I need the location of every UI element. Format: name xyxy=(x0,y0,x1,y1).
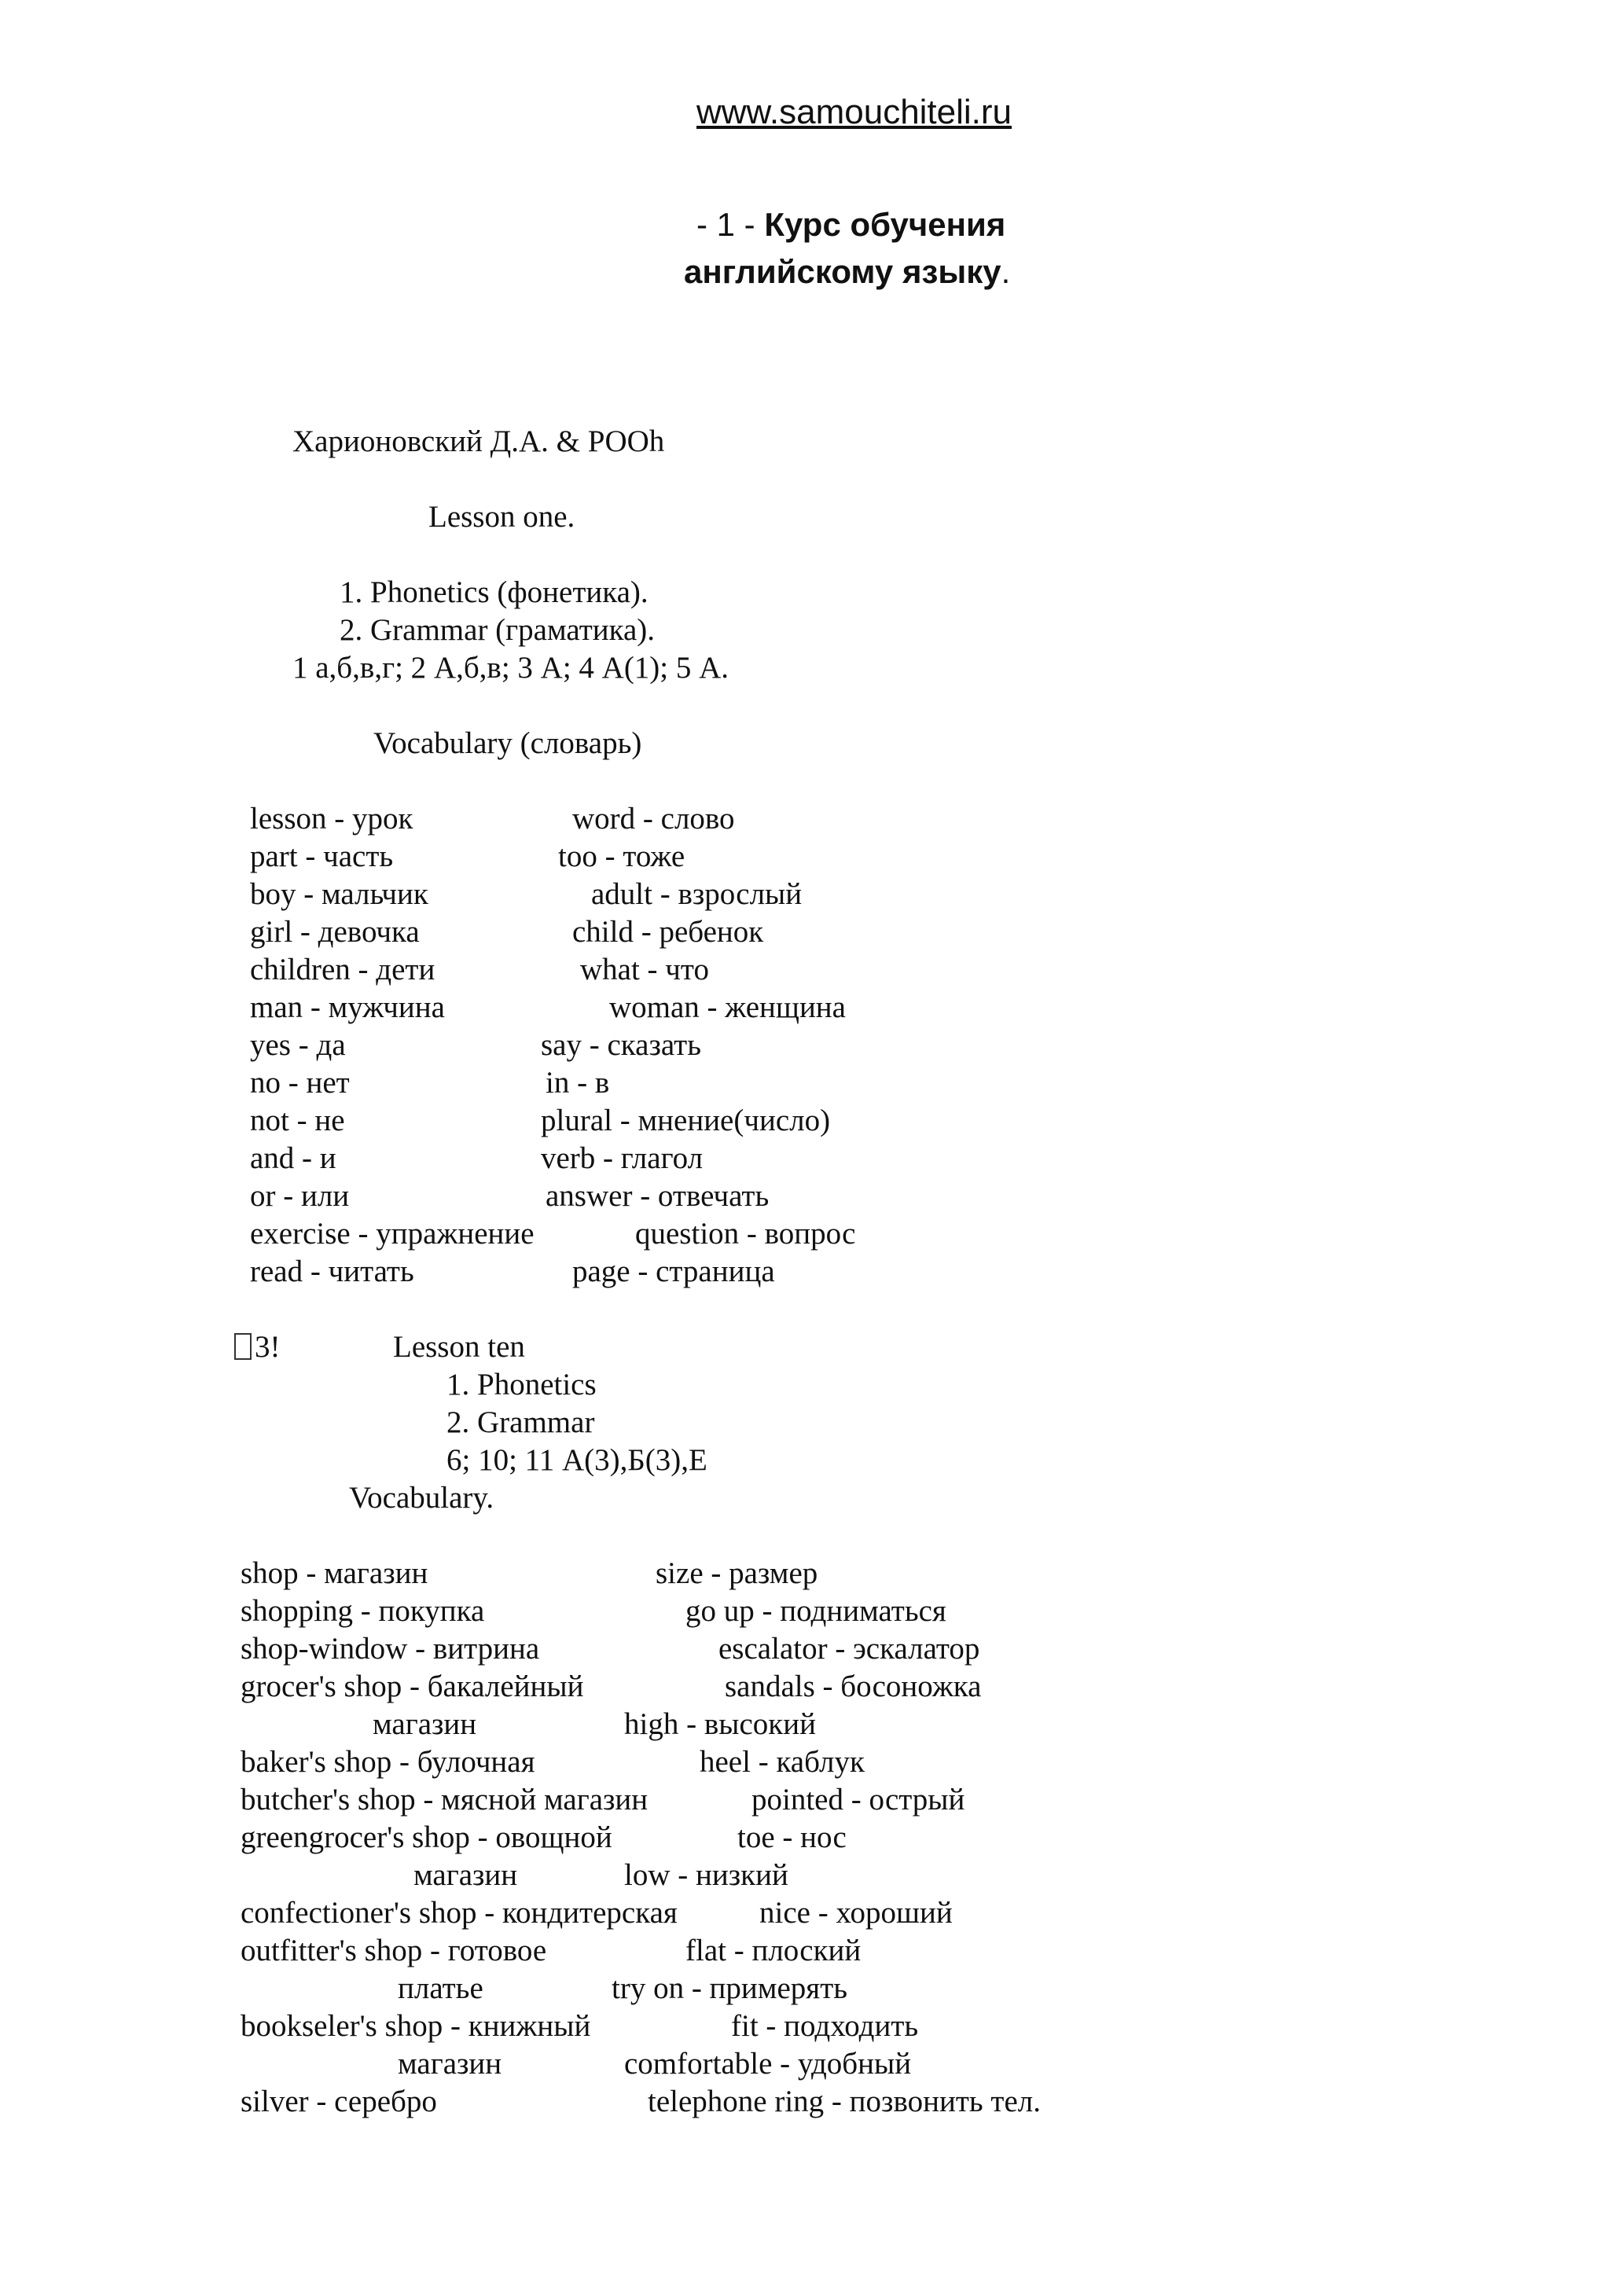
vocab-left-item: outfitter's shop - готовое xyxy=(241,1934,547,1967)
vocab-right-item: try on - примерять xyxy=(612,1971,848,2005)
vocab-right-item: verb - глагол xyxy=(541,1141,704,1175)
lesson-ten-marker-text: 3! xyxy=(255,1330,281,1364)
lesson-ten-item: 6; 10; 11 А(3),Б(3),Е xyxy=(446,1443,707,1477)
title-period: . xyxy=(1001,253,1011,290)
vocab-right-item: go up - подниматься xyxy=(685,1594,946,1628)
vocab-left-item: and - и xyxy=(250,1141,336,1175)
vocab-left-item: lesson - урок xyxy=(250,802,413,836)
missing-glyph-icon xyxy=(234,1333,252,1360)
site-url-link[interactable]: www.samouchiteli.ru xyxy=(696,93,1012,131)
vocab-left-item: man - мужчина xyxy=(250,990,445,1024)
vocab-left-item: confectioner's shop - кондитерская xyxy=(241,1896,678,1930)
vocab-right-item: plural - мнение(число) xyxy=(541,1104,831,1137)
vocab-left-item: baker's shop - булочная xyxy=(241,1745,535,1779)
vocab-left-item: read - читать xyxy=(250,1255,414,1288)
vocab-left-item: shopping - покупка xyxy=(241,1594,485,1628)
vocab-right-item: toe - нос xyxy=(737,1820,847,1854)
vocab-right-item: question - вопрос xyxy=(635,1217,856,1251)
vocab-left-item: магазин xyxy=(398,2047,502,2081)
vocab-left-item: магазин xyxy=(373,1707,477,1741)
lesson-one-exercises: 1 а,б,в,г; 2 А,б,в; 3 А; 4 А(1); 5 А. xyxy=(292,651,729,685)
vocab-left-item: no - нет xyxy=(250,1066,350,1100)
vocab-right-item: heel - каблук xyxy=(700,1745,865,1779)
lesson-ten-vocab-heading: Vocabulary. xyxy=(349,1481,494,1515)
vocab-right-item: comfortable - удобный xyxy=(624,2047,912,2081)
vocab-left-item: платье xyxy=(398,1971,483,2005)
vocab-right-item: fit - подходить xyxy=(731,2009,919,2043)
vocab-right-item: word - слово xyxy=(572,802,735,836)
vocab-right-item: flat - плоский xyxy=(685,1934,862,1967)
lesson-ten-heading: Lesson ten xyxy=(393,1330,525,1364)
vocab-right-item: what - что xyxy=(580,953,709,986)
title-line-2 xyxy=(684,248,1010,296)
vocab-right-item: nice - хороший xyxy=(759,1896,953,1930)
vocab-right-item: in - в xyxy=(546,1066,610,1100)
vocab-left-item: bookseler's shop - книжный xyxy=(241,2009,591,2043)
lesson-one-item: 1. Phonetics (фонетика). xyxy=(340,575,648,609)
lesson-one-heading: Lesson one. xyxy=(428,500,575,534)
vocab-right-item: answer - отвечать xyxy=(546,1179,770,1213)
title-bold-1: Курс обучения xyxy=(764,206,1006,243)
vocab-right-item: sandals - босоножка xyxy=(725,1670,982,1703)
vocab-right-item: low - низкий xyxy=(624,1858,788,1892)
vocab-right-item: high - высокий xyxy=(624,1707,816,1741)
vocab-left-item: or - или xyxy=(250,1179,350,1213)
author-line: Харионовский Д.А. & POOh xyxy=(292,424,665,458)
lesson-one-item: 2. Grammar (граматика). xyxy=(340,613,656,647)
page-marker: - 1 - xyxy=(696,206,755,243)
vocab-right-item: page - страница xyxy=(572,1255,775,1288)
title-bold-2: английскому языку xyxy=(684,253,1001,290)
vocab-left-item: greengrocer's shop - овощной xyxy=(241,1820,612,1854)
lesson-one-vocab-heading: Vocabulary (словарь) xyxy=(373,726,642,760)
title-line-1 xyxy=(696,201,1005,248)
vocab-left-item: shop-window - витрина xyxy=(241,1632,540,1666)
vocab-left-item: children - дети xyxy=(250,953,435,986)
vocab-left-item: grocer's shop - бакалейный xyxy=(241,1670,584,1703)
vocab-right-item: say - сказать xyxy=(541,1028,701,1062)
vocab-left-item: girl - девочка xyxy=(250,915,420,949)
vocab-left-item: exercise - упражнение xyxy=(250,1217,535,1251)
lesson-ten-marker xyxy=(234,1328,281,1366)
vocab-right-item: too - тоже xyxy=(558,839,685,873)
vocab-right-item: size - размер xyxy=(656,1556,818,1590)
vocab-left-item: магазин xyxy=(413,1858,518,1892)
lesson-ten-item: 2. Grammar xyxy=(446,1405,595,1439)
lesson-ten-item: 1. Phonetics xyxy=(446,1368,597,1401)
vocab-right-item: woman - женщина xyxy=(609,990,846,1024)
vocab-left-item: butcher's shop - мясной магазин xyxy=(241,1783,648,1817)
vocab-left-item: not - не xyxy=(250,1104,345,1137)
vocab-left-item: part - часть xyxy=(250,839,394,873)
vocab-left-item: boy - мальчик xyxy=(250,877,428,911)
vocab-right-item: pointed - острый xyxy=(751,1783,965,1817)
vocab-right-item: child - ребенок xyxy=(572,915,764,949)
vocab-left-item: silver - серебро xyxy=(241,2085,437,2118)
vocab-left-item: yes - да xyxy=(250,1028,346,1062)
vocab-right-item: telephone ring - позвонить тел. xyxy=(648,2085,1041,2118)
vocab-right-item: adult - взрослый xyxy=(591,877,803,911)
vocab-left-item: shop - магазин xyxy=(241,1556,428,1590)
vocab-right-item: escalator - эскалатор xyxy=(718,1632,980,1666)
